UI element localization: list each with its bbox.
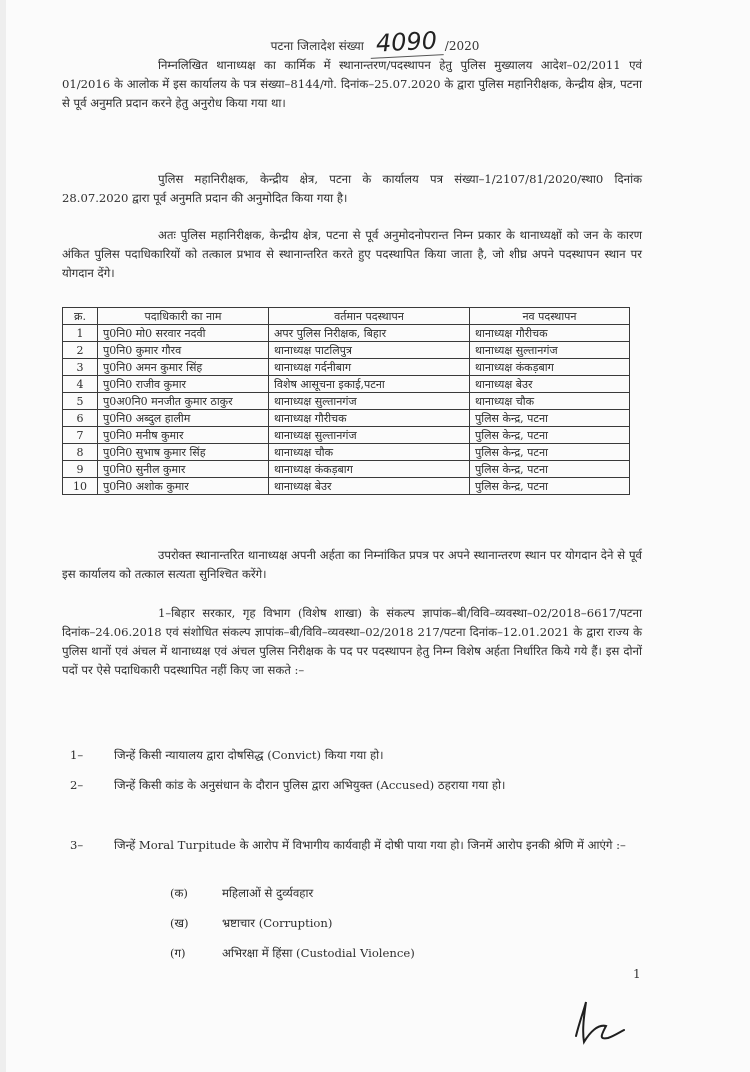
cell-officer-name: पु0नि0 सुभाष कुमार सिंह (98, 444, 269, 461)
table-row (63, 376, 630, 393)
cell-serial: 9 (63, 461, 98, 478)
order-reference-suffix: /2020 (444, 39, 480, 53)
condition-text: जिन्हें किसी न्यायालय द्वारा दोषसिद्ध (Convict) किया गया हो। (114, 748, 384, 762)
cell-officer-name: पु0अ0नि0 मनजीत कुमार ठाकुर (98, 393, 269, 410)
condition-item (70, 746, 642, 768)
page-number: 1 (633, 967, 641, 981)
subcondition-text: भ्रष्टाचार (Corruption) (222, 916, 333, 930)
subcondition-text: महिलाओं से दुर्व्यवहार (222, 886, 314, 900)
transfer-table (62, 307, 630, 495)
subcondition-item (170, 886, 313, 901)
condition-item (70, 836, 642, 880)
condition-text: जिन्हें किसी कांड के अनुसंधान के दौरान पुलिस द्वारा अभियुक्त (Accused) ठहराया गया हो। (114, 778, 506, 792)
cell-serial: 4 (63, 376, 98, 393)
table-row (63, 410, 630, 427)
paragraph-resolution: 1–बिहार सरकार, गृह विभाग (विशेष शाखा) के संकल्प ज्ञापांक–बी/विवि–व्यवस्था–02/2018–6617/पटना दिनांक–24.06.2018 एवं संशोधित संकल्प ज्ञापांक–बी/विवि–व्यवस्था–02/2018 217/पटना दिनांक–12.01.2021 के द्वारा राज्य के पुलिस थानों एवं अंचल में थानाध्यक्ष एवं अंचल पुलिस निरीक्षक के पद पर पदस्थापन हेतु निम्न विशेष अर्हता निर्धारित किये गये हैं। इस दोनों पदों पर ऐसे पदाधिकारी पदस्थापित नहीं किए जा सकते :– (62, 606, 642, 677)
cell-officer-name: पु0नि0 अशोक कुमार (98, 478, 269, 495)
condition-marker: 1– (70, 748, 84, 762)
cell-current-posting: थानाध्यक्ष सुल्तानगंज (269, 393, 470, 410)
paragraph-eligibility: उपरोक्त स्थानान्तरित थानाध्यक्ष अपनी अर्हता का निम्नांकित प्रपत्र पर अपने स्थानान्तरण स्थान पर योगदान देने से पूर्व इस कार्यालय को तत्काल सत्यता सुनिश्चित करेंगे। (62, 548, 642, 581)
table-row (63, 461, 630, 478)
subcondition-marker: (क) (170, 886, 188, 900)
cell-current-posting: विशेष आसूचना इकाई,पटना (269, 376, 470, 393)
cell-serial: 10 (63, 478, 98, 495)
condition-marker: 3– (70, 838, 84, 852)
cell-current-posting: थानाध्यक्ष सुल्तानगंज (269, 427, 470, 444)
paragraph-intro: निम्नलिखित थानाध्यक्ष का कार्मिक में स्थानान्तरण/पदस्थापन हेतु पुलिस मुख्यालय आदेश–02/2011 एवं 01/2016 के आलोक में इस कार्यालय के पत्र संख्या–8144/गो. दिनांक–25.07.2020 के द्वारा पुलिस महानिरीक्षक, केन्द्रीय क्षेत्र, पटना से पूर्व अनुमति प्रदान करने हेतु अनुरोध किया गया था। (62, 58, 642, 110)
order-number-handwritten: 4090 (369, 26, 443, 59)
table-row (63, 444, 630, 461)
condition-text: जिन्हें Moral Turpitude के आरोप में विभागीय कार्यवाही में दोषी पाया गया हो। जिनमें आरोप इनकी श्रेणि में आएंगे :– (114, 838, 626, 852)
cell-officer-name: पु0नि0 कुमार गौरव (98, 342, 269, 359)
cell-current-posting: थानाध्यक्ष गर्दनीबाग (269, 359, 470, 376)
cell-serial: 7 (63, 427, 98, 444)
cell-current-posting: थानाध्यक्ष चौक (269, 444, 470, 461)
condition-marker: 2– (70, 778, 84, 792)
cell-current-posting: थानाध्यक्ष पाटलिपुत्र (269, 342, 470, 359)
cell-officer-name: पु0नि0 अमन कुमार सिंह (98, 359, 269, 376)
cell-officer-name: पु0नि0 राजीव कुमार (98, 376, 269, 393)
table-row (63, 325, 630, 342)
cell-serial: 2 (63, 342, 98, 359)
header-current-posting: वर्तमान पदस्थापन (269, 308, 470, 325)
cell-current-posting: थानाध्यक्ष गौरीचक (269, 410, 470, 427)
cell-current-posting: थानाध्यक्ष बेउर (269, 478, 470, 495)
order-reference-prefix: पटना जिलादेश संख्या (270, 39, 364, 53)
subcondition-item (170, 946, 415, 961)
cell-new-posting: पुलिस केन्द्र, पटना (470, 461, 630, 478)
cell-serial: 3 (63, 359, 98, 376)
cell-current-posting: अपर पुलिस निरीक्षक, बिहार (269, 325, 470, 342)
subcondition-marker: (ख) (170, 916, 189, 930)
subcondition-marker: (ग) (170, 946, 186, 960)
table-row (63, 427, 630, 444)
cell-serial: 6 (63, 410, 98, 427)
cell-new-posting: पुलिस केन्द्र, पटना (470, 410, 630, 427)
cell-current-posting: थानाध्यक्ष कंकड़बाग (269, 461, 470, 478)
header-new-posting: नव पदस्थापन (470, 308, 630, 325)
header-officer-name: पदाधिकारी का नाम (98, 308, 269, 325)
cell-serial: 5 (63, 393, 98, 410)
scan-edge (0, 0, 6, 1072)
handwritten-signature (562, 990, 632, 1050)
cell-officer-name: पु0नि0 अब्दुल हालीम (98, 410, 269, 427)
cell-new-posting: पुलिस केन्द्र, पटना (470, 478, 630, 495)
cell-new-posting: पुलिस केन्द्र, पटना (470, 444, 630, 461)
table-row (63, 342, 630, 359)
cell-new-posting: थानाध्यक्ष बेउर (470, 376, 630, 393)
cell-serial: 8 (63, 444, 98, 461)
cell-new-posting: थानाध्यक्ष कंकड़बाग (470, 359, 630, 376)
cell-new-posting: पुलिस केन्द्र, पटना (470, 427, 630, 444)
header-serial: क्र. (63, 308, 98, 325)
table-row (63, 359, 630, 376)
order-reference (0, 28, 750, 57)
table-row (63, 478, 630, 495)
condition-item (70, 776, 642, 820)
cell-officer-name: पु0नि0 मो0 सरवार नदवी (98, 325, 269, 342)
cell-officer-name: पु0नि0 मनीष कुमार (98, 427, 269, 444)
cell-serial: 1 (63, 325, 98, 342)
table-row (63, 393, 630, 410)
subcondition-item (170, 916, 332, 931)
cell-new-posting: थानाध्यक्ष गौरीचक (470, 325, 630, 342)
subcondition-text: अभिरक्षा में हिंसा (Custodial Violence) (222, 946, 415, 960)
paragraph-transfer-order: अतः पुलिस महानिरीक्षक, केन्द्रीय क्षेत्र, पटना से पूर्व अनुमोदनोपरान्त निम्न प्रकार के थानाध्यक्षों को जन के कारण अंकित पुलिस पदाधिकारियों को तत्काल प्रभाव से स्थानान्तरित करते हुए पदस्थापित किया जाता है, जो शीघ्र अपने पदस्थापन स्थान पर योगदान देंगे। (62, 228, 642, 280)
table-header-row (63, 308, 630, 325)
cell-new-posting: थानाध्यक्ष चौक (470, 393, 630, 410)
cell-new-posting: थानाध्यक्ष सुल्तानगंज (470, 342, 630, 359)
cell-officer-name: पु0नि0 सुनील कुमार (98, 461, 269, 478)
paragraph-approval: पुलिस महानिरीक्षक, केन्द्रीय क्षेत्र, पटना के कार्यालय पत्र संख्या–1/2107/81/2020/स्था0 दिनांक 28.07.2020 द्वारा पूर्व अनुमति प्रदान की अनुमोदित किया गया है। (62, 172, 642, 205)
